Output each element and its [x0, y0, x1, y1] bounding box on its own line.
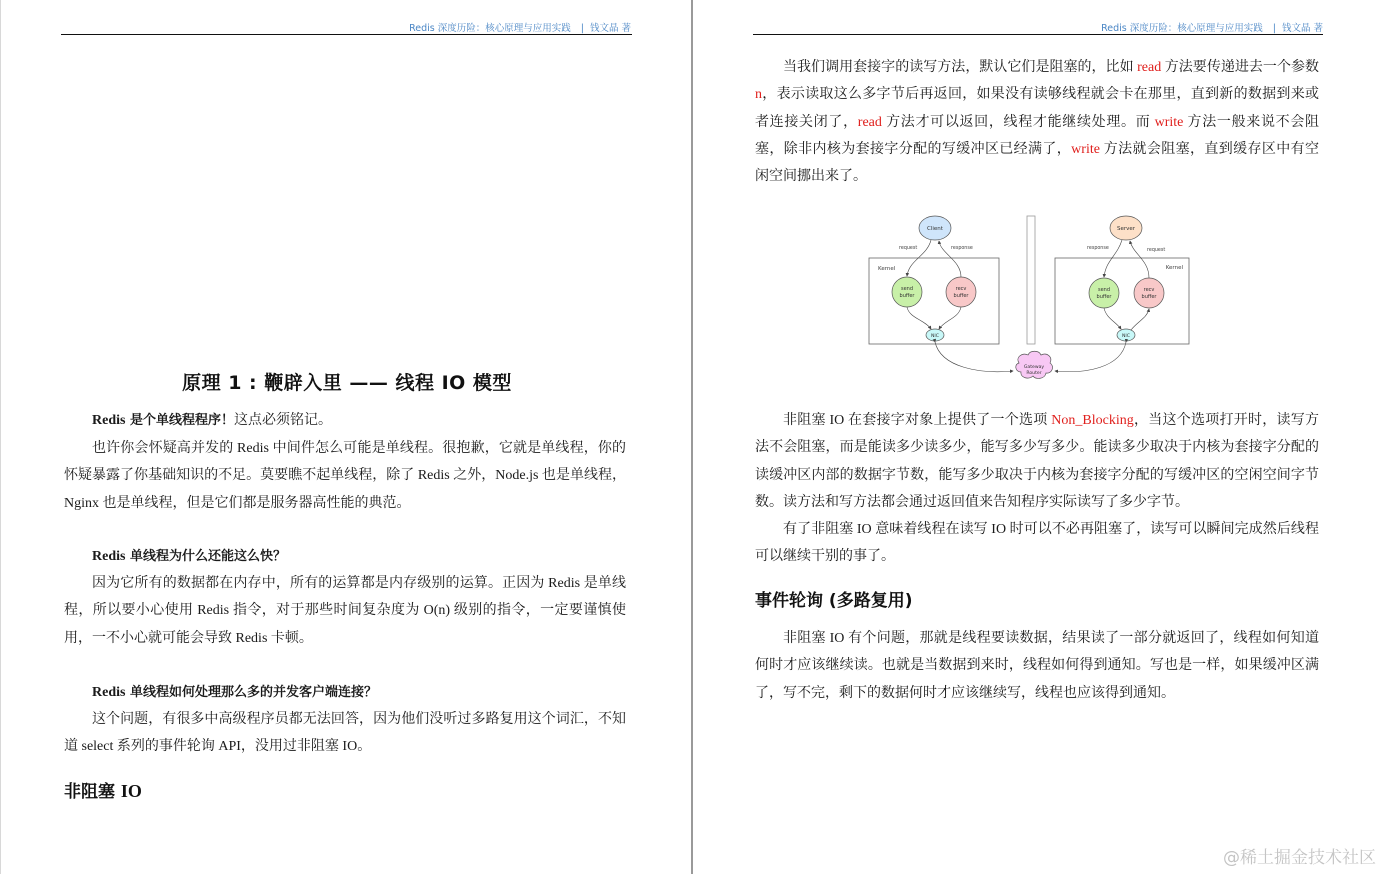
svg-text:send: send	[900, 286, 914, 292]
header-rule	[753, 34, 1323, 35]
socket-buffer-diagram	[861, 208, 1201, 393]
client-send-buffer	[892, 277, 922, 307]
paragraph-non-blocking-benefit: 有了非阻塞 IO 意味着线程在读写 IO 时可以不必再阻塞了，读写可以瞬间完成然后线程可以继续干别的事了。	[755, 522, 1319, 565]
question-concurrency: Redis 单线程如何处理那么多的并发客户端连接？	[92, 685, 377, 700]
svg-text:request: request	[1147, 248, 1166, 253]
header-author: 钱文晶 著	[589, 23, 631, 34]
code-non-blocking: Non_Blocking	[1051, 413, 1134, 428]
server-recv-buffer	[1134, 278, 1164, 308]
paragraph-event-polling: 非阻塞 IO 有个问题，那就是线程要读数据，结果读了一部分就返回了，线程如何知道何时才应该继续读。也就是当数据到来时，线程如何得到通知。写也是一样，如果缓冲区满了，写不完，剩下的数据何时才应该继续写，线程也应该得到通知。	[755, 631, 1319, 701]
svg-text:NIC: NIC	[931, 334, 939, 339]
paragraph-blocking-read-write: 当我们调用套接字的读写方法，默认它们是阻塞的，比如 read 方法要传递进去一个参数 n，表示读取这么多字节后再返回，如果没有读够线程就会卡在那里，直到新的数据到来或者连接关闭了，read 方法才可以返回，线程才能继续处理。而 write 方法一般来说不会阻塞，除非内核为套接字分配的写缓冲区已经满了，write 方法就会阻塞，直到缓存区中有空闲空间挪出来了。	[755, 60, 1320, 185]
svg-text:recv: recv	[1143, 287, 1155, 293]
svg-text:response: response	[1087, 246, 1109, 251]
svg-text:NIC: NIC	[1122, 334, 1130, 339]
paragraph-why-fast: 因为它所有的数据都在内存中，所有的运算都是内存级别的运算。正因为 Redis 是单线程，所以要小心使用 Redis 指令，对于那些时间复杂度为 O(n) 级别的指令，一定要谨慎使用，一不小心就可能会导致 Redis 卡顿。	[64, 576, 626, 646]
paragraph-intro: 也许你会怀疑高并发的 Redis 中间件怎么可能是单线程。很抱歉，它就是单线程，你的怀疑暴露了你基础知识的不足。莫要瞧不起单线程，除了 Redis 之外，Node.js 也是单线程，Nginx 也是单线程，但是它们都是服务器高性能的典范。	[64, 441, 626, 511]
header-separator: |	[1272, 23, 1276, 34]
svg-text:buffer: buffer	[1096, 294, 1112, 300]
client-recv-buffer	[946, 277, 976, 307]
header-book-title: Redis 深度历险：核心原理与应用实践	[1101, 23, 1263, 34]
bold-latin: Redis	[92, 413, 126, 428]
watermark: @稀土掘金技术社区	[1223, 848, 1376, 868]
svg-text:Gateway: Gateway	[1023, 365, 1045, 370]
svg-text:response: response	[951, 246, 973, 251]
svg-text:send: send	[1097, 287, 1111, 293]
paragraph-non-blocking-option: 非阻塞 IO 在套接字对象上提供了一个选项 Non_Blocking，当这个选项打开时，读写方法不会阻塞，而是能读多少读多少，能写多少写多少。能读多少取决于内核为套接字分配的读缓冲区内部的数据字节数，能写多少取决于内核为套接字分配的写缓冲区的空闲空间字节数。读方法和写方法都会通过返回值来告知程序实际读写了多少字节。	[755, 413, 1319, 510]
code-write: write	[1154, 114, 1184, 130]
bold-statement: 是个单线程程序！	[129, 413, 234, 428]
svg-text:Client: Client	[927, 226, 943, 232]
svg-text:buffer: buffer	[953, 293, 969, 299]
svg-text:request: request	[899, 246, 918, 251]
header-rule	[61, 34, 632, 35]
svg-text:buffer: buffer	[899, 293, 915, 299]
header-book-title: Redis 深度历险：核心原理与应用实践	[409, 23, 571, 34]
right-page	[693, 0, 1382, 874]
header-author: 钱文晶 著	[1281, 23, 1323, 34]
paragraph-concurrency: 这个问题，有很多中高级程序员都无法回答，因为他们没听过多路复用这个词汇，不知道 select 系列的事件轮询 API，没用过非阻塞 IO。	[64, 712, 626, 755]
server-send-buffer	[1089, 278, 1119, 308]
header-separator: |	[580, 23, 584, 34]
code-n: n	[755, 87, 762, 103]
code-read: read	[1137, 60, 1162, 75]
question-why-fast: Redis 单线程为什么还能这么快？	[92, 549, 286, 564]
svg-text:Router: Router	[1026, 371, 1042, 376]
svg-text:Kernel: Kernel	[1165, 265, 1183, 271]
divider-bar	[1027, 216, 1035, 344]
svg-text:Kernel: Kernel	[878, 266, 896, 272]
code-read: read	[857, 114, 882, 130]
paragraph-redis-single-thread	[64, 407, 626, 434]
section-heading-event-polling: 事件轮询 (多路复用)	[755, 591, 913, 611]
code-write: write	[1071, 141, 1100, 157]
statement-rest: 这点必须铭记。	[234, 413, 332, 428]
svg-text:Server: Server	[1116, 226, 1136, 232]
chapter-title: 原理 1 : 鞭辟入里 —— 线程 IO 模型	[182, 372, 512, 394]
section-heading-nonblocking-io: 非阻塞 IO	[64, 781, 142, 802]
svg-text:buffer: buffer	[1141, 294, 1157, 300]
svg-text:recv: recv	[955, 286, 967, 292]
